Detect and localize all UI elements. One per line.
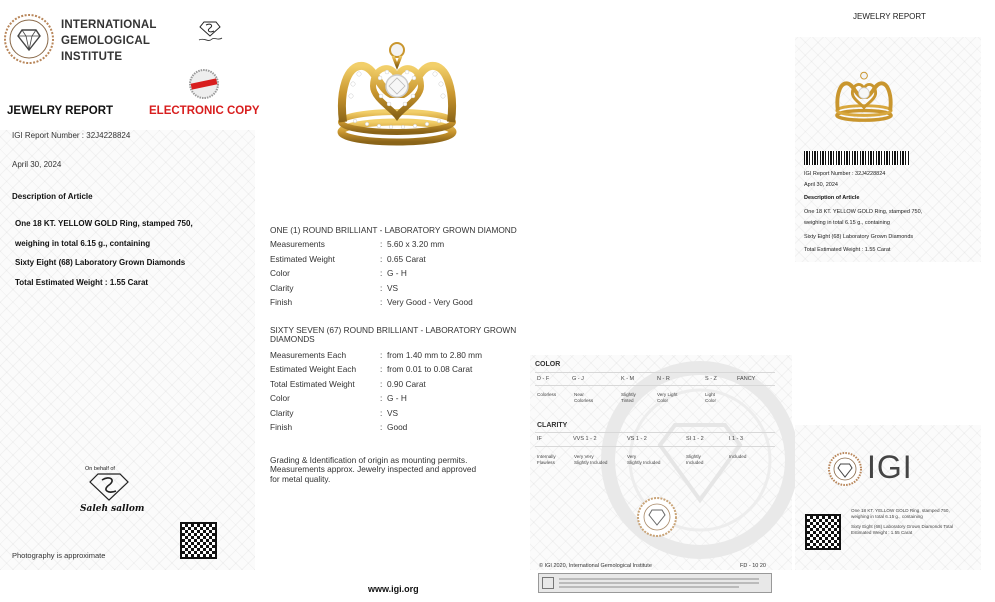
clarity-grade: IF	[537, 436, 542, 442]
row-label: Color	[270, 393, 290, 403]
color-description: Colorless	[574, 398, 594, 403]
row-separator: :	[380, 254, 383, 264]
row-label: Color	[270, 268, 290, 278]
clarity-scale-title: CLARITY	[537, 422, 568, 429]
row-label: Estimated Weight Each	[270, 364, 357, 374]
photo-note: Photography is approximate	[12, 551, 106, 560]
signature-name: Saleh sallom	[80, 504, 145, 514]
color-grade: S - Z	[705, 376, 717, 382]
description-line-1: One 18 KT. YELLOW GOLD Ring, stamped 750,	[15, 219, 193, 228]
clarity-description: Slightly Included	[627, 460, 661, 465]
row-label: Measurements Each	[270, 350, 347, 360]
row-value: VS	[387, 283, 399, 293]
description-line-4: Total Estimated Weight : 1.55 Carat	[15, 278, 149, 287]
clarity-description: Slightly	[686, 454, 701, 459]
org-name-line-1: INTERNATIONAL	[61, 19, 157, 31]
color-description: Color	[657, 398, 668, 403]
clarity-description: Flawless	[537, 460, 555, 465]
row-label: Total Estimated Weight	[270, 379, 355, 389]
color-scale-divider	[535, 372, 775, 373]
clarity-grade: VVS 1 - 2	[573, 436, 597, 442]
side-stones-heading-1: SIXTY SEVEN (67) ROUND BRILLIANT - LABORATORY GROWN	[270, 325, 517, 335]
right-qr-code[interactable]	[805, 514, 841, 550]
on-behalf-label: On behalf of	[85, 466, 115, 472]
clarity-grade: I 1 - 3	[729, 436, 744, 442]
igi-brand-text: IGI	[867, 449, 913, 485]
color-scale-divider	[535, 385, 775, 386]
grading-note-1: Grading & Identification of origin as mounting permits.	[270, 455, 468, 465]
right-ring-photo	[833, 67, 895, 125]
side-stones-heading-2: DIAMONDS	[270, 334, 315, 344]
clarity-description: Very Very	[574, 454, 594, 459]
row-separator: :	[380, 268, 383, 278]
website-link[interactable]: www.igi.org	[368, 584, 419, 594]
row-value: Good	[387, 422, 408, 432]
org-name-line-2: GEMOLOGICAL	[61, 35, 151, 47]
row-separator: :	[380, 239, 383, 249]
color-grade: N - R	[657, 376, 670, 382]
retailer-logo	[88, 472, 130, 502]
description-line-3: Sixty Eight (68) Laboratory Grown Diamonds	[15, 258, 186, 267]
right-small-line-2: weighing in total 6.15 g., containing	[851, 514, 923, 519]
igi-brand-seal-icon	[828, 452, 862, 486]
row-separator: :	[380, 379, 383, 389]
right-small-line-4: Estimated Weight : 1.55 Carat	[851, 530, 913, 535]
row-value: 0.65 Carat	[387, 254, 426, 264]
igi-seal-icon	[637, 497, 677, 537]
color-description: Tinted	[621, 398, 634, 403]
copyright-text: © IGI 2020, International Gemological Institute	[539, 563, 652, 569]
igi-seal-logo	[4, 14, 54, 64]
report-number: IGI Report Number : 32J4228824	[12, 131, 131, 140]
authenticity-stamp-icon	[188, 68, 220, 100]
clarity-grade: SI 1 - 2	[686, 436, 704, 442]
row-separator: :	[380, 364, 383, 374]
verification-qr-code[interactable]	[180, 522, 217, 559]
color-description: Near	[574, 392, 584, 397]
color-description: Colorless	[537, 392, 557, 397]
description-line-2: weighing in total 6.15 g., containing	[15, 239, 151, 248]
grading-note-2: Measurements approx. Jewelry inspected and approved	[270, 464, 477, 474]
ring-photo	[333, 36, 461, 148]
row-value: Very Good - Very Good	[387, 297, 473, 307]
color-description: Very Light	[657, 392, 678, 397]
clarity-description: Included	[729, 454, 747, 459]
clarity-description: Slightly Included	[574, 460, 608, 465]
clarity-description: Very	[627, 454, 637, 459]
right-description-line-1: One 18 KT. YELLOW GOLD Ring, stamped 750,	[804, 209, 923, 215]
color-grade: FANCY	[737, 376, 756, 382]
row-separator: :	[380, 350, 383, 360]
report-title: JEWELRY REPORT	[7, 105, 114, 117]
color-grade: D - F	[537, 376, 550, 382]
row-value: from 1.40 mm to 2.80 mm	[387, 350, 482, 360]
row-label: Finish	[270, 422, 293, 432]
row-label: Clarity	[270, 283, 294, 293]
row-separator: :	[380, 408, 383, 418]
row-value: 0.90 Carat	[387, 379, 426, 389]
row-separator: :	[380, 422, 383, 432]
right-small-line-1: One 18 KT. YELLOW GOLD Ring, stamped 750,	[851, 508, 950, 513]
color-description: Color	[705, 398, 716, 403]
row-value: G - H	[387, 268, 407, 278]
clarity-grade: VS 1 - 2	[627, 436, 647, 442]
report-barcode	[804, 151, 910, 165]
form-code: FD - 10 20	[740, 563, 766, 569]
right-description-line-2: weighing in total 6.15 g., containing	[804, 220, 890, 226]
clarity-scale-divider	[535, 446, 775, 447]
color-description: Light	[705, 392, 715, 397]
report-date: April 30, 2024	[12, 160, 62, 169]
description-heading: Description of Article	[12, 192, 93, 201]
row-label: Estimated Weight	[270, 254, 335, 264]
clarity-scale-divider	[535, 432, 775, 433]
row-value: from 0.01 to 0.08 Carat	[387, 364, 473, 374]
row-separator: :	[380, 393, 383, 403]
row-label: Clarity	[270, 408, 294, 418]
clarity-description: Included	[686, 460, 704, 465]
color-grade: K - M	[621, 376, 635, 382]
electronic-copy-label: ELECTRONIC COPY	[149, 105, 260, 117]
right-description-heading: Description of Article	[804, 195, 860, 201]
row-separator: :	[380, 283, 383, 293]
right-description-line-3: Sixty Eight (68) Laboratory Grown Diamonds	[804, 234, 914, 240]
row-label: Measurements	[270, 239, 325, 249]
right-report-title: JEWELRY REPORT	[853, 12, 926, 21]
right-report-number: IGI Report Number : 32J4228824	[804, 171, 886, 177]
row-value: G - H	[387, 393, 407, 403]
grading-note-3: for metal quality.	[270, 474, 331, 484]
row-separator: :	[380, 297, 383, 307]
fine-print-strip	[538, 573, 772, 593]
row-label: Finish	[270, 297, 293, 307]
color-grade: G - J	[572, 376, 584, 382]
right-small-line-3: Sixty Eight (68) Laboratory Grown Diamonds Total	[851, 524, 954, 529]
clarity-description: Internally	[537, 454, 556, 459]
color-scale-title: COLOR	[535, 361, 561, 368]
color-description: Slightly	[621, 392, 636, 397]
center-stone-heading: ONE (1) ROUND BRILLIANT - LABORATORY GROWN DIAMOND	[270, 225, 517, 235]
row-value: 5.60 x 3.20 mm	[387, 239, 445, 249]
row-value: VS	[387, 408, 399, 418]
right-report-date: April 30, 2024	[804, 182, 838, 188]
retailer-logo-small	[196, 16, 224, 44]
right-description-line-4: Total Estimated Weight : 1.55 Carat	[804, 247, 891, 253]
org-name-line-3: INSTITUTE	[61, 51, 123, 63]
